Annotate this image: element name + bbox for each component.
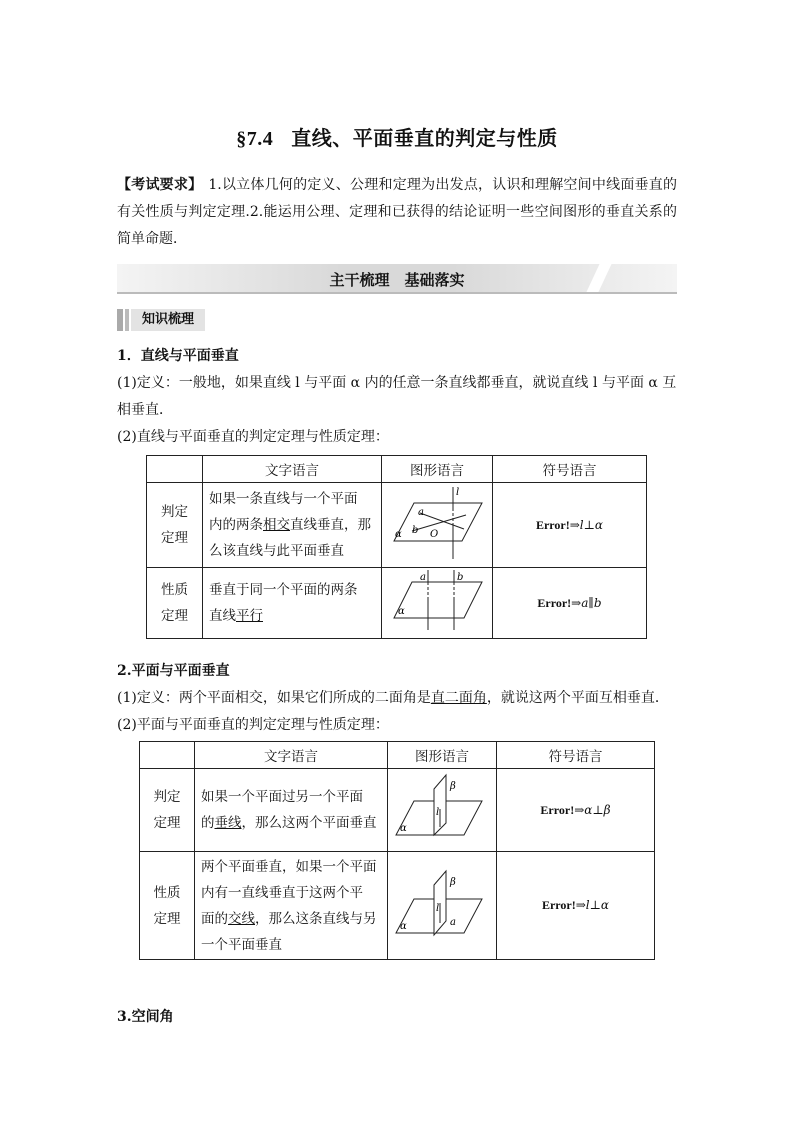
text-cell: 如果一个平面过另一个平面 的垂线，那么这两个平面垂直 [195, 769, 388, 852]
heading-line-plane-perp: 1．直线与平面垂直 [117, 348, 239, 364]
table-row [147, 483, 647, 568]
table-row [140, 852, 655, 960]
heading-plane-plane-perp: 2.平面与平面垂直 [117, 663, 230, 679]
svg-text:α: α [400, 920, 407, 932]
table-header-row [140, 742, 655, 769]
symbol-cell: Error!⇒α⊥β [497, 769, 655, 852]
table-header-row [147, 456, 647, 483]
header-cell: 文字语言 [195, 742, 388, 769]
svg-text:l: l [436, 902, 440, 914]
header-cell [140, 742, 195, 769]
symbol-cell: Error!⇒a∥b [493, 568, 647, 639]
figure-cell [382, 568, 493, 639]
table2-intro: (2)平面与平面垂直的判定定理与性质定理： [117, 717, 389, 733]
line-perp-plane-figure [382, 483, 492, 563]
exam-requirements [117, 172, 677, 253]
table-line-plane-theorems [146, 455, 647, 639]
requirements-tag: 【考试要求】 [117, 177, 203, 193]
row-head: 判定 定理 [147, 483, 203, 568]
text-cell: 垂直于同一个平面的两条 直线平行 [203, 568, 382, 639]
section-title: 直线、平面垂直的判定与性质 [291, 126, 558, 150]
section-banner [117, 264, 677, 294]
svg-text:a: a [450, 916, 456, 928]
requirements-text: 1.以立体几何的定义、公理和定理为出发点，认识和理解空间中线面垂直的有关性质与判定定理.2.能运用公理、定理和已获得的结论证明一些空间图形的垂直关系的简单命题． [117, 177, 678, 247]
figure-cell [388, 852, 497, 960]
svg-text:O: O [430, 529, 439, 540]
symbol-cell: Error!⇒l⊥α [497, 852, 655, 960]
page-title [0, 122, 794, 151]
parallel-lines-figure [382, 568, 492, 634]
header-cell [147, 456, 203, 483]
svg-text:a: a [420, 572, 426, 583]
svg-text:l: l [456, 487, 460, 498]
svg-text:α: α [400, 823, 407, 834]
svg-text:b: b [412, 525, 419, 536]
svg-text:b: b [457, 572, 464, 583]
row-head: 性质 定理 [140, 852, 195, 960]
table1-intro: (2)直线与平面垂直的判定定理与性质定理： [117, 429, 389, 445]
definition-line-plane-perp: (1)定义：一般地，如果直线 l 与平面 α 内的任意一条直线都垂直，就说直线 l 与平面 α 互相垂直． [117, 375, 677, 418]
section-number: §7.4 [236, 128, 274, 150]
text-cell: 两个平面垂直，如果一个平面 内有一直线垂直于这两个平 面的交线，那么这条直线与另 一个平面垂直 [195, 852, 388, 960]
table-row [147, 568, 647, 639]
symbol-cell: Error!⇒l⊥α [493, 483, 647, 568]
row-head: 性质 定理 [147, 568, 203, 639]
heading-space-angle: 3.空间角 [117, 1009, 174, 1025]
table-plane-plane-theorems [139, 741, 655, 960]
perp-planes-figure [388, 769, 496, 847]
header-cell: 符号语言 [497, 742, 655, 769]
header-cell: 符号语言 [493, 456, 647, 483]
header-cell: 图形语言 [382, 456, 493, 483]
knowledge-label [117, 309, 205, 331]
svg-text:α: α [395, 529, 402, 540]
text-cell: 如果一条直线与一个平面 内的两条相交直线垂直，那 么该直线与此平面垂直 [203, 483, 382, 568]
header-cell: 图形语言 [388, 742, 497, 769]
knowledge-label-text: 知识梳理 [131, 309, 205, 331]
figure-cell [382, 483, 493, 568]
header-cell: 文字语言 [203, 456, 382, 483]
svg-text:β: β [450, 876, 456, 888]
svg-text:l: l [436, 807, 440, 818]
table-row [140, 769, 655, 852]
definition-plane-plane-perp: (1)定义：两个平面相交，如果它们所成的二面角是直二面角，就说这两个平面互相垂直． [117, 690, 669, 706]
row-head: 判定 定理 [140, 769, 195, 852]
perp-planes-intersection-figure [388, 863, 496, 945]
svg-text:α: α [398, 606, 405, 617]
banner-text: 主干梳理 基础落实 [329, 271, 465, 289]
svg-text:a: a [418, 507, 424, 518]
svg-text:β: β [450, 781, 456, 792]
figure-cell [388, 769, 497, 852]
